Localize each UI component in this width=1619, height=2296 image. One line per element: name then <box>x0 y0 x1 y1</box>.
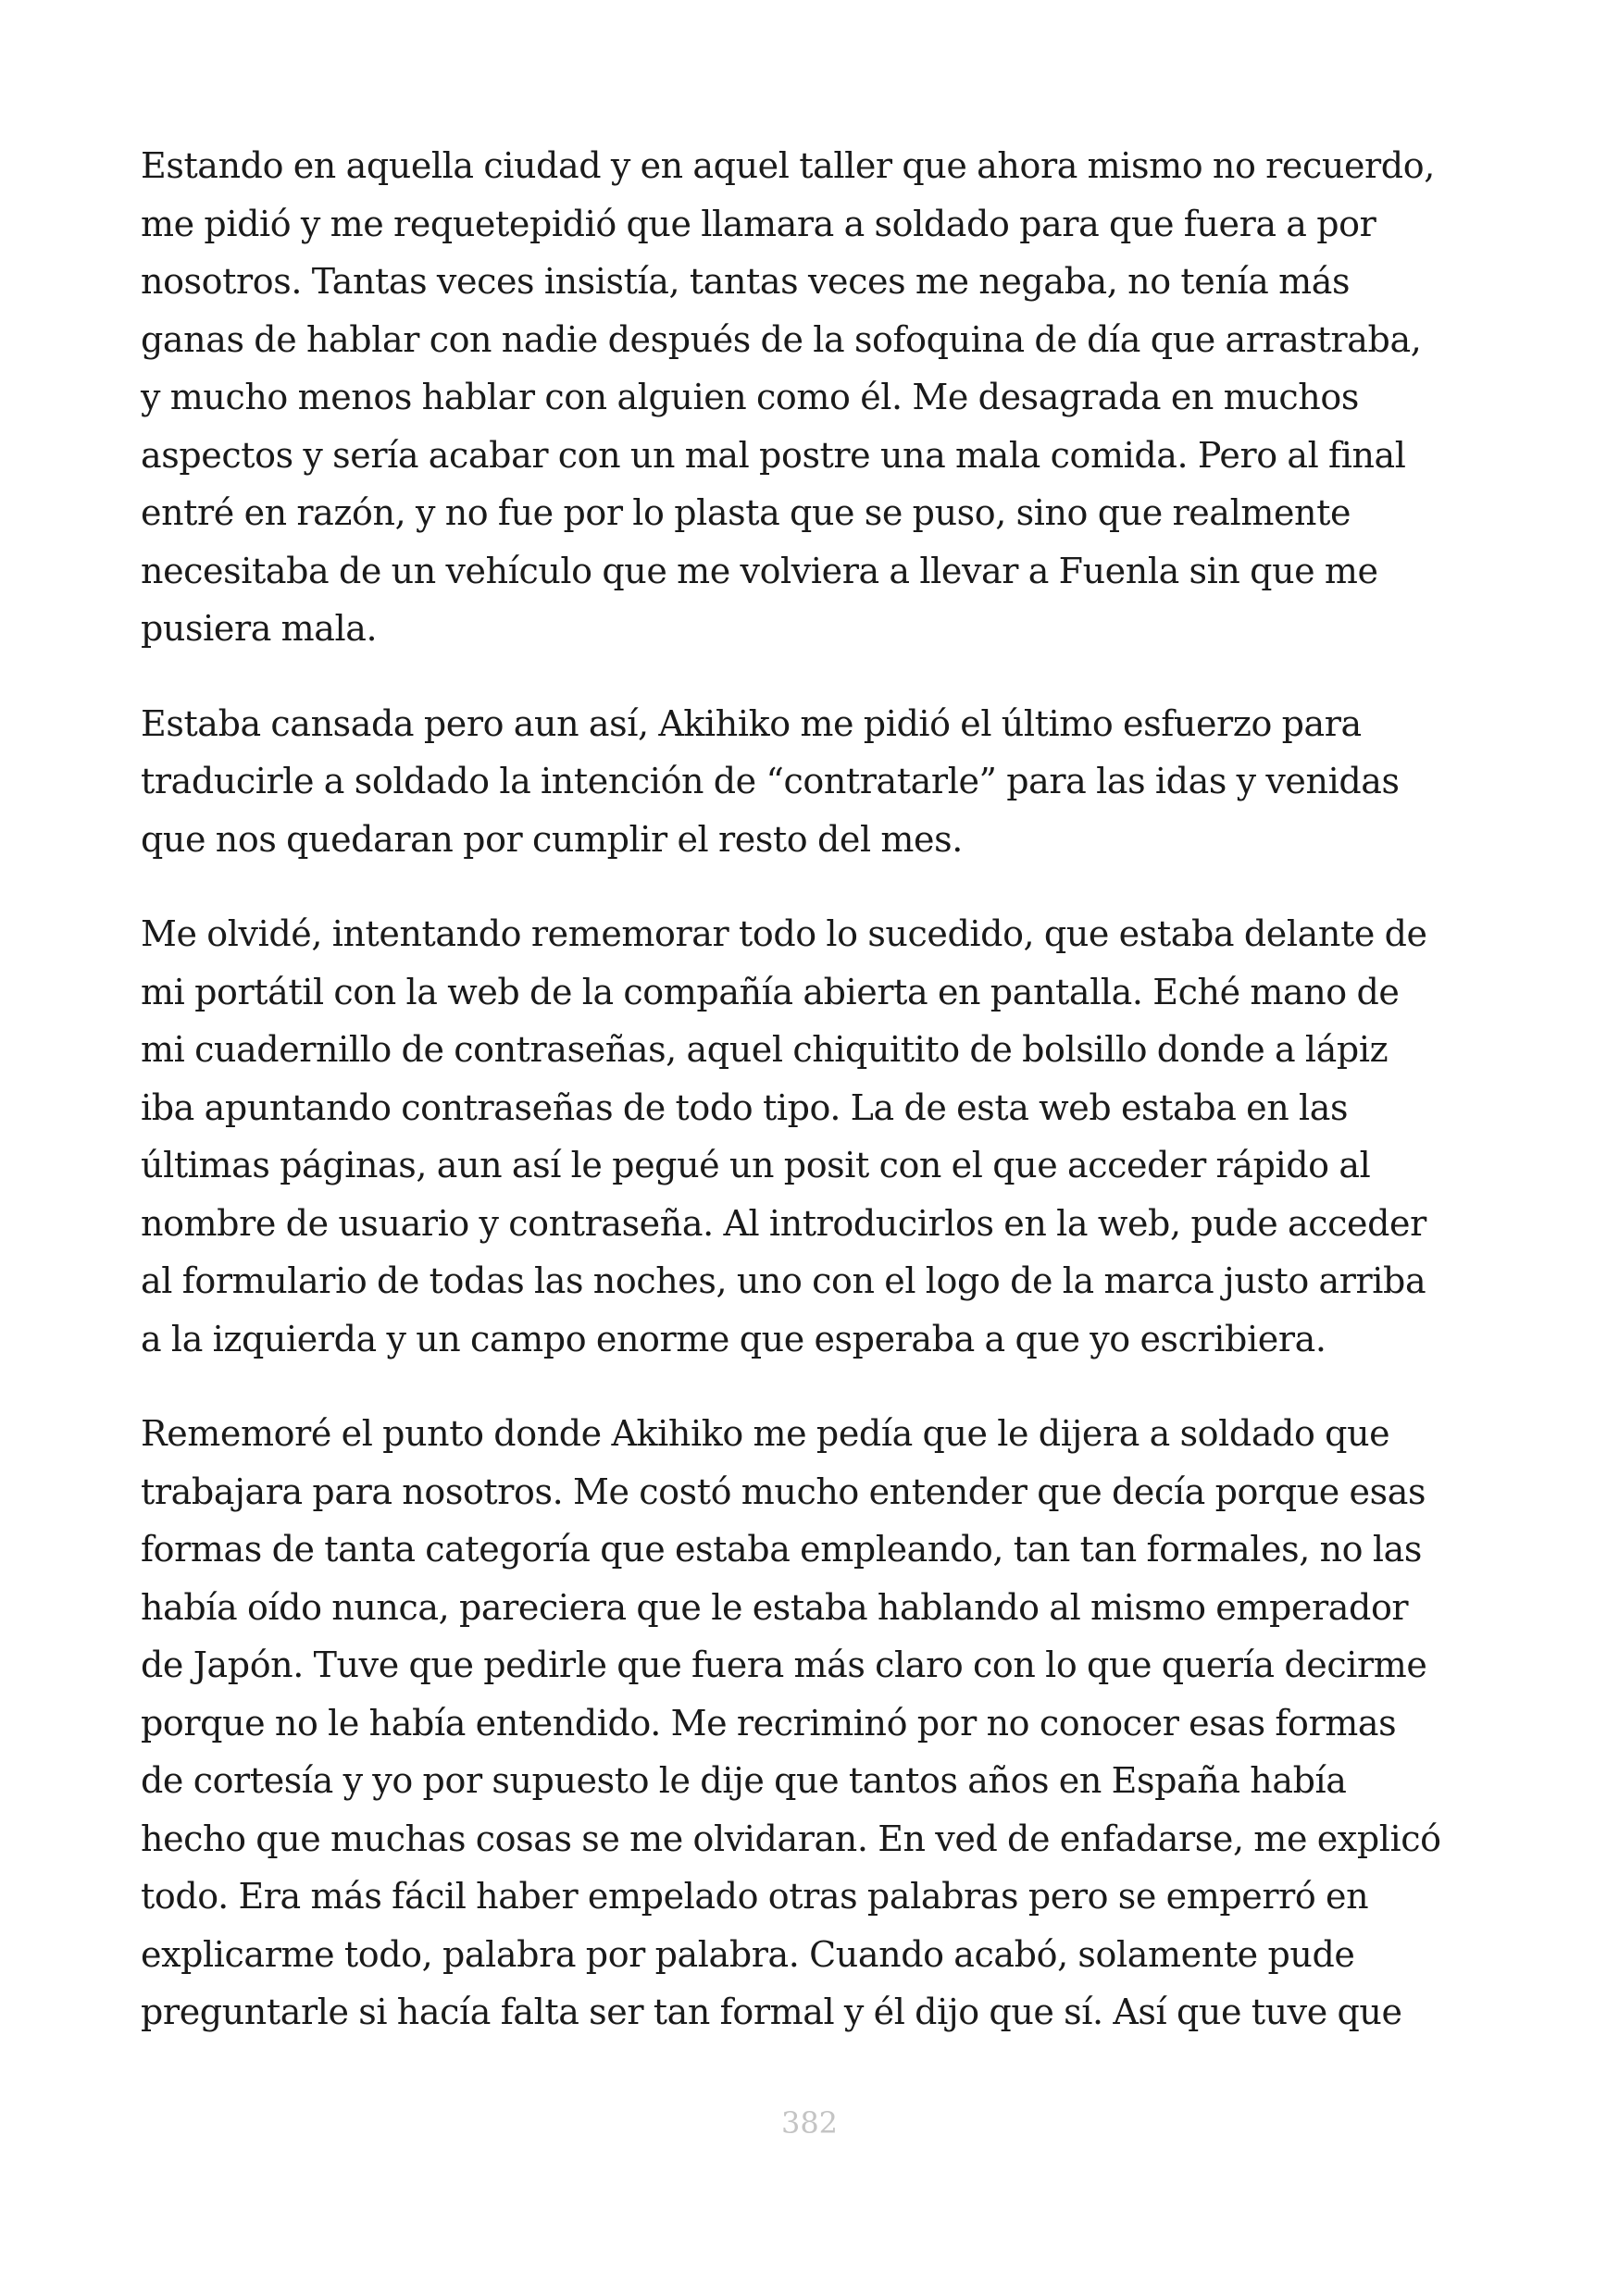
page-number: 382 <box>780 2105 839 2141</box>
body-text <box>141 137 1483 2079</box>
paragraph-3: Me olvidé, intentando rememorar todo lo sucedido, que estaba delante de mi portátil con la web de la compañía abierta en pantalla. Eché mano de mi cuadernillo de contraseñas, aquel chiquitito de bolsillo donde a lápiz iba apuntando contraseñas de todo tipo. La de esta web estaba en las últimas páginas, aun así le pegué un posit con el que acceder rápido al nombre de usuario y contraseña. Al introducirlos en la web, pude acceder al formulario de todas las noches, uno con el logo de la marca justo arriba a la izquierda y un campo enorme que esperaba a que yo escribiera. <box>141 913 1427 1359</box>
paragraph-4: Rememoré el punto donde Akihiko me pedía que le dijera a soldado que trabajara para nosotros. Me costó mucho entender que decía porque esas formas de tanta categoría que estaba empleando, tan tan formales, no las había oído nunca, pareciera que le estaba hablando al mismo emperador de Japón. Tuve que pedirle que fuera más claro con lo que quería decirme porque no le había entendido. Me recriminó por no conocer esas formas de cortesía y yo por supuesto le dije que tantos años en España había hecho que muchas cosas se me olvidaran. En ved de enfadarse, me explicó todo. Era más fácil haber empelado otras palabras pero se emperró en explicarme todo, palabra por palabra. Cuando acabó, solamente pude preguntarle si hacía falta ser tan formal y él dijo que sí. Así que tuve que <box>141 1413 1441 2032</box>
paragraph-2: Estaba cansada pero aun así, Akihiko me pidió el último esfuerzo para traducirle a soldado la intención de “contratarle” para las idas y venidas que nos quedaran por cumplir el resto del mes. <box>141 702 1400 860</box>
paragraph-1: Estando en aquella ciudad y en aquel taller que ahora mismo no recuerdo, me pidió y me requetepidió que llamara a soldado para que fuera a por nosotros. Tantas veces insistía, tantas veces me negaba, no tenía más ganas de hablar con nadie después de la sofoquina de día que arrastraba, y mucho menos hablar con alguien como él. Me desagrada en muchos aspectos y sería acabar con un mal postre una mala comida. Pero al final entré en razón, y no fue por lo plasta que se puso, sino que realmente necesitaba de un vehículo que me volviera a llevar a Fuenla sin que me pusiera mala. <box>141 145 1435 649</box>
